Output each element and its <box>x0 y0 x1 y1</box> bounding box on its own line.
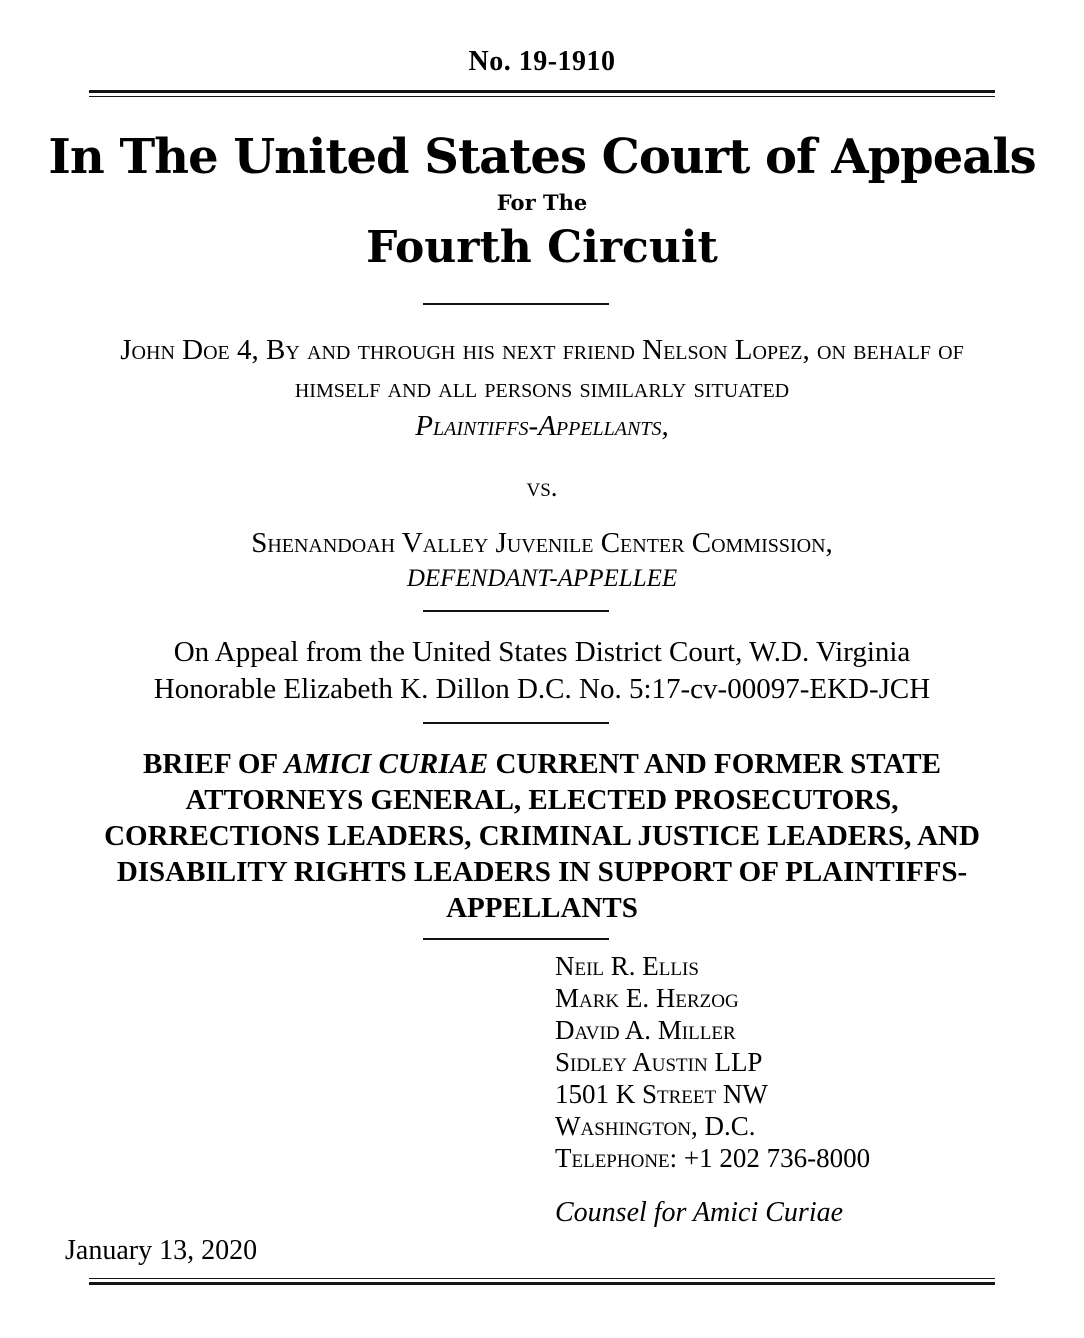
court-for-the: For The <box>496 190 588 215</box>
separator-rule-1 <box>423 303 609 305</box>
bottom-double-rule <box>89 1278 995 1285</box>
counsel-telephone: Telephone: +1 202 736-8000 <box>555 1143 871 1173</box>
counsel-address-city: Washington, D.C. <box>555 1111 756 1141</box>
plaintiff-role: Plaintiffs-Appellants, <box>415 410 669 442</box>
separator-rule-2 <box>423 610 609 612</box>
separator-rule-4 <box>423 938 609 940</box>
court-circuit: Fourth Circuit <box>366 222 718 273</box>
separator-rule-3 <box>423 722 609 724</box>
counsel-firm: Sidley Austin LLP <box>555 1047 763 1077</box>
defendant-role: DEFENDANT-APPELLEE <box>406 565 678 592</box>
parties-block <box>0 331 1084 596</box>
appeal-origin-block <box>0 634 1084 708</box>
brief-title <box>82 746 1002 926</box>
plaintiff-caption: John Doe 4, By and through his next friend Nelson Lopez, on behalf of himself and all persons similarly situated <box>120 334 964 404</box>
brief-title-suffix: CURRENT AND FORMER STATE ATTORNEYS GENERAL, ELECTED PROSECUTORS, CORRECTIONS LEADERS, CRIMINAL JUSTICE LEADERS, AND DISABILITY RIGHTS LEADERS IN SUPPORT OF PLAINTIFFS-APPELLANTS <box>104 748 980 924</box>
brief-title-prefix: BRIEF OF <box>143 748 285 780</box>
counsel-name-3: David A. Miller <box>555 1015 736 1045</box>
case-number: No. 19-1910 <box>468 46 616 77</box>
appeal-origin-line2: Honorable Elizabeth K. Dillon D.C. No. 5:17-cv-00097-EKD-JCH <box>153 673 931 705</box>
counsel-address-street: 1501 K Street NW <box>555 1079 768 1109</box>
defendant-caption: Shenandoah Valley Juvenile Center Commission, <box>251 527 833 559</box>
top-double-rule <box>89 90 995 97</box>
filing-date: January 13, 2020 <box>65 1235 258 1266</box>
counsel-name-1: Neil R. Ellis <box>555 951 699 981</box>
counsel-role: Counsel for Amici Curiae <box>555 1197 844 1228</box>
court-name: In The United States Court of Appeals <box>48 129 1036 185</box>
appeal-origin-line1: On Appeal from the United States District Court, W.D. Virginia <box>173 636 911 668</box>
counsel-name-2: Mark E. Herzog <box>555 983 739 1013</box>
court-heading <box>0 127 1084 275</box>
brief-title-amici-curiae: AMICI CURIAE <box>284 748 489 780</box>
versus-label: vs. <box>526 472 558 502</box>
counsel-block <box>555 950 1084 1174</box>
